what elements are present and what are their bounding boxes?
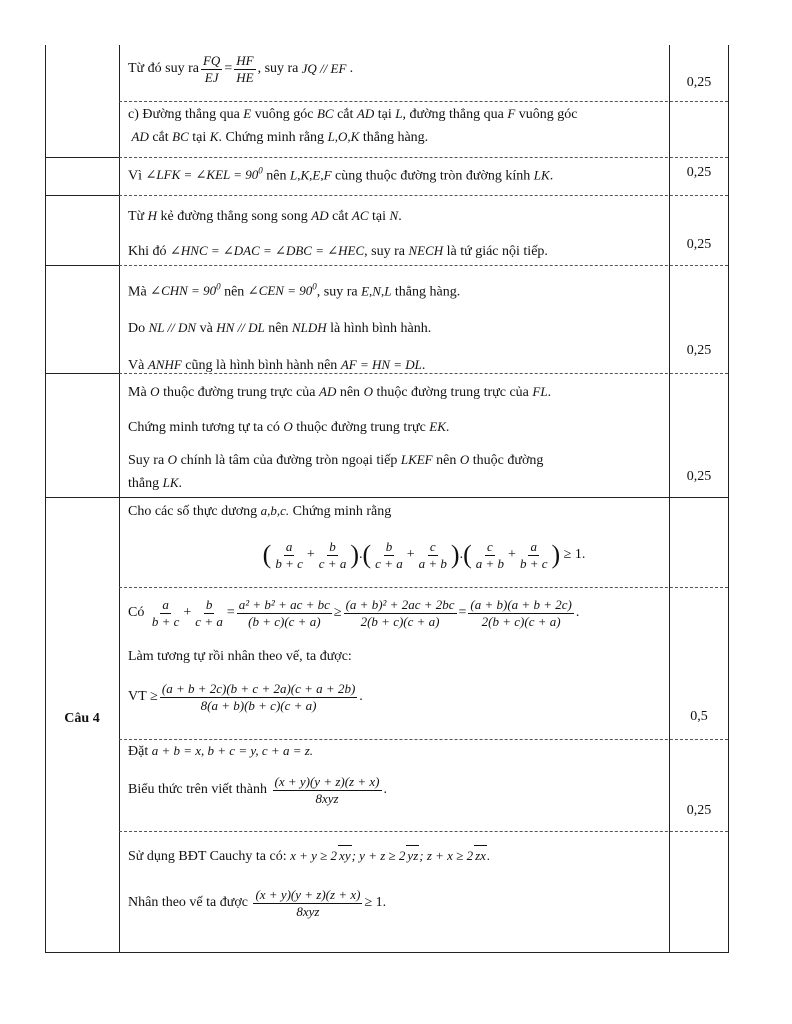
row-divider <box>119 157 728 158</box>
row-3-score: 0,25 <box>686 165 712 180</box>
row-3-content: Vì ∠LFK = ∠KEL = $90^0$ nên L,K,E,F cùng thuộc đường tròn đường kính LK. <box>128 166 554 184</box>
row-8-content: Có $\frac{a}{b + c}$ + $\frac{b}{c + a}$ = $\frac{\text{a² + b² + ac + bc}}{(b + c)(c + a)}$ ≥ $\frac{\text{(a + b)² + 2ac + 2bc}}{2(b + c)(c + a)}$ = $\frac{(a + b)(a + b + 2c)}{2(b + c)(c + a)}$ . Làm tương tự rồi nhân theo vế, ta được: VT ≥ $\frac{(a + b + 2c)(b + c + 2a)(c + a + 2b)}{8(a + b)(b + c)(c + a)}$ . <box>128 596 580 713</box>
row-divider <box>119 739 728 740</box>
row-6-content: Mà O thuộc đường trung trực của AD nên O thuộc đường trung trực của FL. Chứng minh tương tự ta có O thuộc đường trung trực EK. Suy ra O chính là tâm của đường tròn ngoại tiếp LKEF nên O thuộc đường thẳng LK. <box>128 384 552 491</box>
row-divider <box>119 195 728 196</box>
row-6-score: 0,25 <box>686 469 712 484</box>
row-divider <box>119 831 728 832</box>
row-4-score: 0,25 <box>686 237 712 252</box>
fraction: $\frac{HF}{HE}$ <box>236 52 254 85</box>
row-9-score: 0,25 <box>686 803 712 818</box>
row-divider <box>45 157 119 158</box>
table-border-left <box>45 45 46 953</box>
row-5-content: Mà ∠CHN = $90^0$ nên ∠CEN = $90^0$, suy ra E,N,L thẳng hàng. Do NL // DN và HN // DL nên NLDH là hình bình hành. Và ANHF cũng là hình bình hành nên AF = HN = DL. <box>128 282 461 374</box>
row-divider <box>45 195 119 196</box>
question-label: Câu 4 <box>64 711 100 726</box>
row-divider <box>45 373 119 374</box>
row-2-content: c) Đường thẳng qua E vuông góc BC cắt AD tại L, đường thẳng qua F vuông góc AD cắt BC tại K. Chứng minh rằng L,O,K thẳng hàng. <box>128 106 578 145</box>
row-8-score: 0,5 <box>690 709 708 724</box>
inequality-statement: ( $\frac{a}{b + c}$ + $\frac{b}{c + a}$ ) . ( $\frac{b}{c + a}$ + $\frac{c}{a + b}$ ) . ( $\frac{c}{a + b}$ + $\frac{a}{b + c}$ ) ≥ 1. <box>262 538 586 571</box>
row-divider <box>45 265 119 266</box>
row-9-content: Đặt a + b = x, b + c = y, c + a = z. Biểu thức trên viết thành $\frac{(x + y)(y + z)(z + x)}{\text{8xyz}}$ . <box>128 743 387 806</box>
solution-table <box>45 45 729 953</box>
table-border-right <box>728 45 729 953</box>
row-1-score: 0,25 <box>686 75 712 90</box>
row-4-content: Từ H kẻ đường thẳng song song AD cắt AC tại N. Khi đó ∠HNC = ∠DAC = ∠DBC = ∠HEC, suy ra NECH là tứ giác nội tiếp. <box>128 208 548 259</box>
row-divider <box>119 587 728 588</box>
row-1-content: Từ đó suy ra $\frac{FQ}{EJ}$ = $\frac{HF}{HE}$ , suy ra JQ // EF . <box>128 52 354 85</box>
row-10-content: Sử dụng BĐT Cauchy ta có: x + y ≥ 2 xy; y + z ≥ 2 yz; z + x ≥ 2 zx. Nhân theo vế ta được $\frac{(x + y)(y + z)(z + x)}{\text{8xyz}}$ ≥ 1. <box>120 845 669 925</box>
row-5-score: 0,25 <box>686 343 712 358</box>
table-border-bottom <box>45 952 728 953</box>
row-divider <box>45 497 728 498</box>
row-7-content: Cho các số thực dương a,b,c. Chứng minh rằng ( $\frac{a}{b + c}$ + $\frac{b}{c + a}$ ) . ( $\frac{b}{c + a}$ + $\frac{c}{a + b}$ ) . ( $\frac{c}{a + b}$ + $\frac{a}{b + c}$ ) ≥ 1. <box>120 501 728 578</box>
row-divider <box>119 101 728 102</box>
fraction: $\frac{FQ}{EJ}$ <box>202 52 221 85</box>
